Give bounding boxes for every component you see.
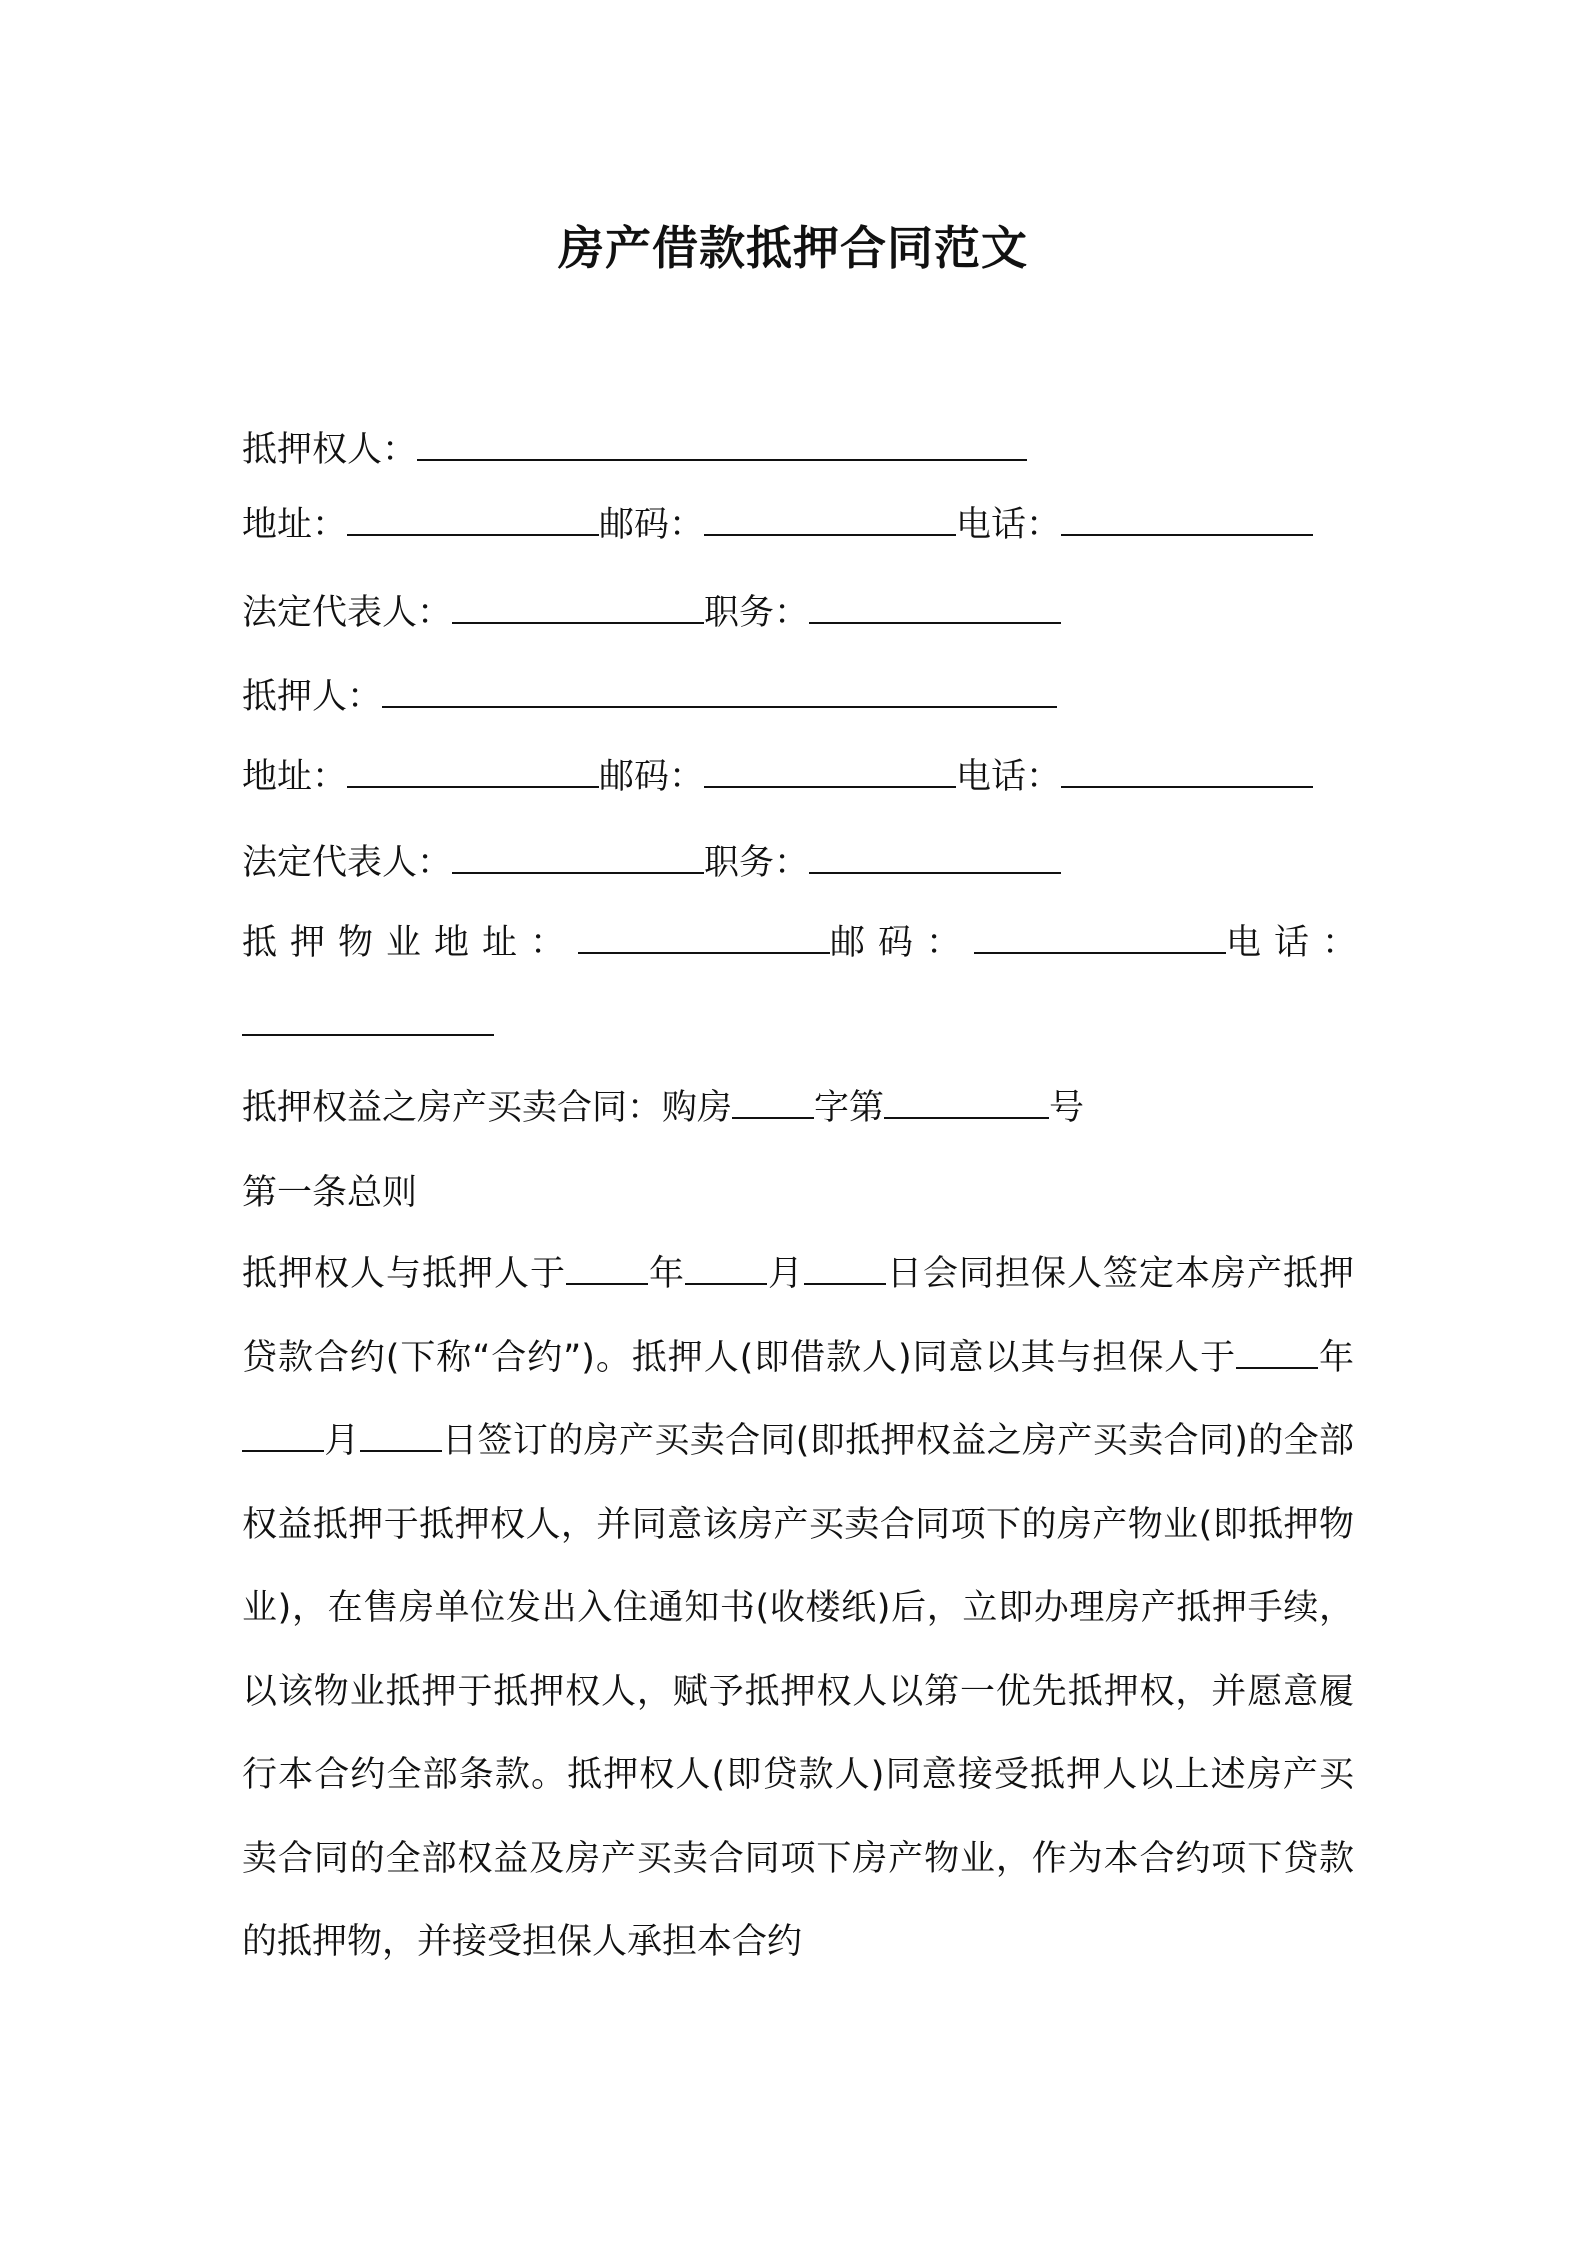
month-label: 月 (766, 1254, 804, 1294)
date-year-blank[interactable] (566, 1253, 648, 1285)
mortgagor-blank[interactable] (382, 676, 1057, 708)
article1-part3: 日签订的房产买卖合同(即抵押权益之房产买卖合同)的全部权益抵押于抵押权人，并同意该房产买卖合同项下的房产物业(即抵押物业)，在售房单位发出入住通知书(收楼纸)后，立即办理房产抵押手续，以该物业抵押于抵押权人，赋予抵押权人以第一优先抵押权，并愿意履行本合约全部条款。抵押权人(即贷款人)同意接受抵押人以上述房产买卖合同的全部权益及房产买卖合同项下房产物业，作为本合约项下贷款的抵押物，并接受担保人承担本合约 (242, 1421, 1354, 1962)
address-blank[interactable] (347, 756, 599, 788)
article1-heading: 第一条总则 (242, 1173, 418, 1213)
position-blank[interactable] (809, 592, 1061, 624)
position-label: 职务： (704, 593, 810, 633)
legal-rep-label: 法定代表人： (242, 843, 453, 883)
contract-middle: 字第 (814, 1088, 885, 1128)
postcode-blank[interactable] (704, 756, 956, 788)
sign-month-blank[interactable] (242, 1420, 324, 1452)
address-blank[interactable] (347, 504, 599, 536)
mortgagor-line (242, 672, 1057, 722)
mortgagee-line (242, 425, 1027, 475)
mortgagee-label: 抵押权人： (242, 430, 418, 470)
document-title: 房产借款抵押合同范文 (558, 221, 1028, 275)
property-phone-blank[interactable] (242, 1004, 494, 1036)
date-day-blank[interactable] (804, 1253, 886, 1285)
article1-part1: 抵押权人与抵押人于 (242, 1254, 566, 1294)
property-address-label: 抵押物业地址： (242, 923, 579, 963)
position-label: 职务： (704, 843, 810, 883)
phone-label: 电话： (956, 757, 1062, 797)
postcode-label: 邮码： (599, 757, 705, 797)
mortgagee-contact-line (242, 500, 1313, 550)
phone-blank[interactable] (1061, 504, 1313, 536)
phone-blank[interactable] (1061, 756, 1313, 788)
position-blank[interactable] (809, 842, 1061, 874)
sign-year-blank[interactable] (1236, 1337, 1318, 1369)
legal-rep-blank[interactable] (452, 842, 704, 874)
mortgagee-blank[interactable] (417, 429, 1027, 461)
article1-paragraph (242, 1233, 1354, 1985)
contract-prefix: 抵押权益之房产买卖合同：购房 (242, 1088, 733, 1128)
address-label: 地址： (242, 505, 348, 545)
phone-label: 电话： (956, 505, 1062, 545)
property-postcode-label: 邮码： (830, 923, 975, 963)
mortgagee-rep-line (242, 588, 1061, 638)
contract-suffix: 号 (1049, 1088, 1085, 1128)
property-address-blank[interactable] (578, 922, 830, 954)
property-phone-label: 电话： (1226, 923, 1371, 963)
month-label: 月 (324, 1421, 360, 1461)
postcode-label: 邮码： (599, 505, 705, 545)
property-line (242, 918, 1370, 968)
postcode-blank[interactable] (704, 504, 956, 536)
property-phone-continuation (242, 1000, 494, 1050)
contract-word-blank[interactable] (732, 1087, 814, 1119)
contract-number-blank[interactable] (884, 1087, 1049, 1119)
year-label: 年 (647, 1254, 685, 1294)
date-month-blank[interactable] (685, 1253, 767, 1285)
mortgagor-rep-line (242, 838, 1061, 888)
address-label: 地址： (242, 757, 348, 797)
mortgagor-contact-line (242, 752, 1313, 802)
year-label: 年 (1318, 1337, 1354, 1378)
mortgagor-label: 抵押人： (242, 677, 383, 717)
article1-part2: 日会同担保人签定本房产抵押贷款合约(下称“合约”)。抵押人(即借款人)同意以其与担保人于 (242, 1254, 1354, 1378)
legal-rep-blank[interactable] (452, 592, 704, 624)
sign-day-blank[interactable] (360, 1420, 442, 1452)
property-postcode-blank[interactable] (974, 922, 1226, 954)
contract-line (242, 1083, 1084, 1133)
legal-rep-label: 法定代表人： (242, 593, 453, 633)
